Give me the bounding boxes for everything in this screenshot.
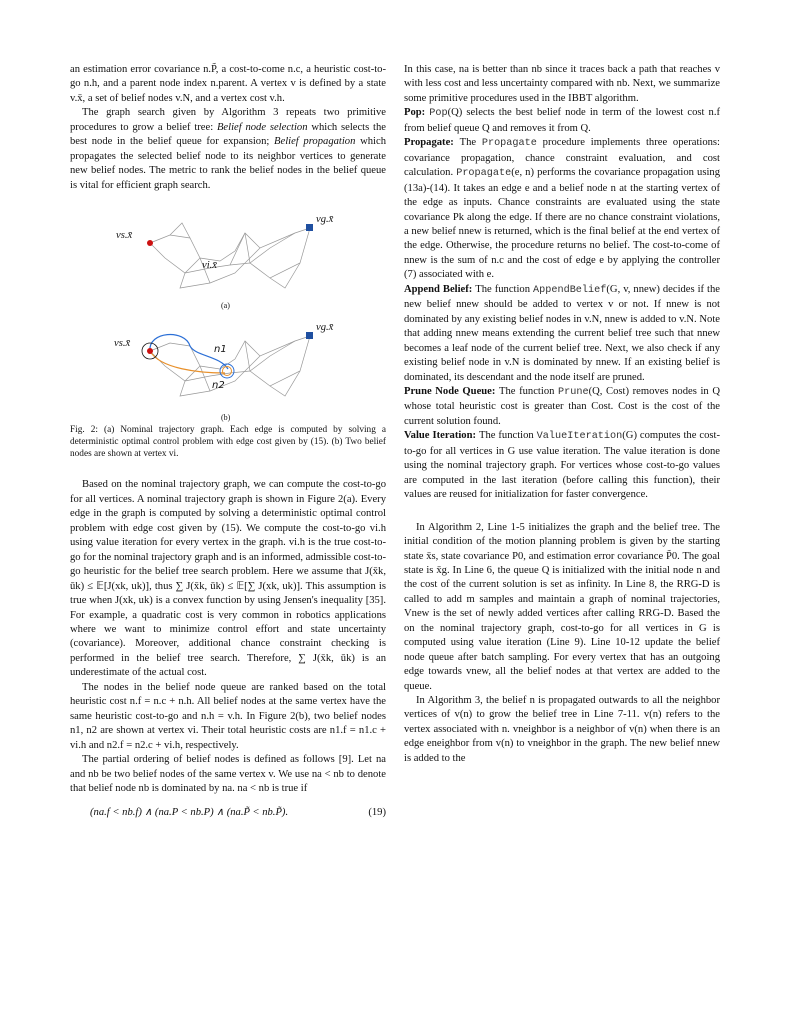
paragraph xyxy=(70,681,386,753)
paragraph-heading: Pop: xyxy=(404,107,430,119)
paragraph xyxy=(70,106,386,193)
equation-number: (19) xyxy=(368,807,386,819)
label-goal-a: vg.x̄ xyxy=(316,214,334,226)
paragraph xyxy=(404,385,720,429)
graph-b-edges xyxy=(150,336,310,396)
text-run: The function xyxy=(478,430,537,442)
label-n1: n1 xyxy=(214,344,227,356)
code-term: Pop xyxy=(429,108,448,120)
left-paragraphs-bottom xyxy=(70,478,386,796)
text-run: The xyxy=(459,137,482,149)
equation-19 xyxy=(70,806,386,820)
label-a: (a) xyxy=(221,301,230,311)
text-run: The nodes in the belief node queue are ranked based on the total heuristic cost n.f = n.c + n.h. All belief nodes at the same vertex have the same heuristic cost-to-go and n.h = v.h. In Figure 2(b), two belief nodes n1, n2 are shown at vertex vi. Their total heuristic costs are n1.f = n1.c + vi.h and n2.f = n2.c + vi.h, respectively. xyxy=(70,681,386,751)
figure-caption: Fig. 2: (a) Nominal trajectory graph. Each edge is computed by solving a deterministic optimal control problem with edge cost given by (15). (b) Two belief nodes are shown at vertex vi. xyxy=(70,425,386,459)
label-start-b: vs.x̄ xyxy=(114,338,131,350)
text-run: (G) computes the cost-to-go for all vertices in G use value iteration. The value iteration is done using the nominal trajectory graph. For vertices whose cost-to-go values are computed in the last iteration (before calling this function), their values are reused for initialization for faster convergence. xyxy=(404,430,720,501)
text-run: In Algorithm 3, the belief n is propagated outwards to all the neighbor vertices of v(n) to grow the belief tree in Line 7-11. v(n) refers to the vertex associated with n. vneighbor is a neighbor of v(n) when there is an edge eneighbor from v(n) to vneighbor in the graph. The new belief nnew is added to the xyxy=(404,695,720,764)
goal-vertex-a xyxy=(306,224,313,231)
paragraph xyxy=(404,521,720,694)
text-run: (Q, Cost) removes nodes in Q whose total heuristic cost is greater than Cost. Cost is the cost of the current solution found. xyxy=(404,385,720,427)
left-paragraphs-top xyxy=(70,63,386,193)
right-paragraphs-bottom xyxy=(404,521,720,767)
text-run: Belief propagation xyxy=(274,136,356,148)
paragraph xyxy=(404,429,720,502)
label-start-a: vs.x̄ xyxy=(116,230,133,242)
paragraph xyxy=(70,63,386,106)
paragraph xyxy=(404,694,720,766)
label-n2: n2 xyxy=(212,380,225,392)
start-vertex-b xyxy=(147,348,153,354)
code-term: AppendBelief xyxy=(533,284,607,296)
paragraph xyxy=(70,753,386,796)
paragraph xyxy=(404,283,720,385)
goal-vertex-b xyxy=(306,332,313,339)
paragraph xyxy=(404,63,720,106)
text-run: (e, n) performs the covariance propagation using (13a)-(14). It takes an edge e and a belief node n at the starting vertex of the edge as inputs. Chance constraints are evaluated using the state covariance Pk along the edge. If there are no chance constraint violations, a new belief nnew is returned, which is the final belief at the end vertex of the edge. Otherwise, the procedure returns no belief. The cost-to-come of nnew is the sum of n.c and the cost of edge e by applying the controller (7) associated with e. xyxy=(404,167,720,281)
text-run: The graph search given by Algorithm 3 repeats two primitive procedures to grow a belief tree: xyxy=(70,107,386,133)
right-paragraphs-top xyxy=(404,63,720,503)
graph-a-edges xyxy=(150,223,310,288)
text-run: In Algorithm 2, Line 1-5 initializes the graph and the belief tree. The initial condition of the motion planning problem is given by the starting state x̄s, state covariance P0, and estimation error covariance P̃0. The goal state is x̄g. In Line 6, the queue Q is initialized with the initial node n and the cost of the current solution is set as infinity. In Line 8, the RRG-D is called to add m samples and maintain a graph of nominal trajectories, Vnew is the set of newly added vertices after calling RRG-D. Based the on the nominal trajectory graph, cost-to-go for all vertices in G is computed using value iteration (Line 9). Line 10-12 update the belief node queue after batch sampling. For every vertex that has an outgoing edge towards vnew, all the belief nodes at that vertex are added to the queue. xyxy=(404,521,720,692)
label-vi-a: vi.x̄ xyxy=(202,260,217,272)
text-run: Based on the nominal trajectory graph, we can compute the cost-to-go for all vertices. A nominal trajectory graph is shown in Figure 2(a). Every edge in the graph is computed by solving a deterministic optimal control problem with edge cost given by (15). We compute the cost-to-go vi.h using value iteration for every vertex in the graph. vi.h is the true cost-to-go for the nominal trajectory graph and is an informed, admissible cost-to-go heuristic for the belief tree search problem. Here we assume that J(x̄k, ūk) ≤ 𝔼[J(xk, uk)], thus ∑ J(x̄k, ūk) ≤ 𝔼[∑ J(xk, uk)]. This assumption is true when J(xk, uk) is a convex function by using Jensen's inequality [35]. For example, a quadratic cost is very common in robotics applications where we want to minimize control effort and state uncertainty (covariance). Moreover, additional chance constraint checking is performed in the belief tree search. Therefore, ∑ J(x̄k, ūk) is an underestimate of the actual cost. xyxy=(70,479,386,679)
text-run: The function xyxy=(499,385,559,397)
figure-2 xyxy=(70,203,386,425)
text-run: The function xyxy=(475,283,534,295)
label-goal-b: vg.x̄ xyxy=(316,322,334,334)
paragraph-heading: Propagate: xyxy=(404,137,460,149)
text-run: which selects the best node in the belief queue for expansion; xyxy=(70,121,386,148)
text-run: which propagates the selected belief node to its neighbor vertices to generate new belief nodes. The metric to rank the belief nodes in the belief queue is vital for efficient graph search. xyxy=(70,136,386,191)
paragraph xyxy=(404,136,720,283)
paragraph xyxy=(70,478,386,680)
code-term: Propagate xyxy=(456,168,512,180)
paragraph-heading: Append Belief: xyxy=(404,283,476,295)
code-term: Propagate xyxy=(481,138,537,150)
text-run: (Q) selects the best belief node in term of the lowest cost n.f from belief queue Q and removes it from Q. xyxy=(404,107,720,134)
paragraph xyxy=(404,106,720,136)
text-run: Belief node selection xyxy=(216,121,308,133)
text-run: In this case, na is better than nb since it traces back a path that reaches v with less cost and less uncertainty compared with nb. Next, we summarize some primitive procedures used in the IBBT algorithm. xyxy=(404,64,720,104)
paragraph-heading: Value Iteration: xyxy=(404,430,479,442)
left-column xyxy=(70,63,386,821)
code-term: Prune xyxy=(558,386,589,398)
start-vertex-a xyxy=(147,240,153,246)
text-run: (G, v, nnew) decides if the new belief nnew should be added to vertex v or not. If nnew is not dominated by any existing belief nodes in v.N, nnew is added to v.N. Note that adding nnew means extending the current belief tree such that nnew becomes a leaf node of the current belief tree. Next, we also check if any existing belief node in v.N is dominated by nnew. If an existing belief is dominated, its descendant and the node itself are pruned. xyxy=(404,283,720,383)
right-column xyxy=(404,63,720,766)
code-term: ValueIteration xyxy=(536,431,623,443)
text-run: The partial ordering of belief nodes is defined as follows [9]. Let na and nb be two belief nodes of the same vertex v. We use na < nb to denote that belief node nb is dominated by na. na < nb is true if xyxy=(70,754,386,794)
text-run: an estimation error covariance n.P̃, a cost-to-come n.c, a heuristic cost-to-go n.h, and a parent node index n.parent. A vertex v is defined by a state v.x̄, a set of belief nodes v.N, and a vertex cost v.h. xyxy=(70,64,386,104)
equation-body: (na.f < nb.f) ∧ (na.P < nb.P) ∧ (na.P̃ < nb.P̃). xyxy=(90,807,289,819)
paragraph-heading: Prune Node Queue: xyxy=(404,385,500,397)
label-b: (b) xyxy=(221,413,231,423)
text-run: procedure implements three operations: covariance propagation, chance constraint evaluation, and cost calculation. xyxy=(404,137,720,179)
